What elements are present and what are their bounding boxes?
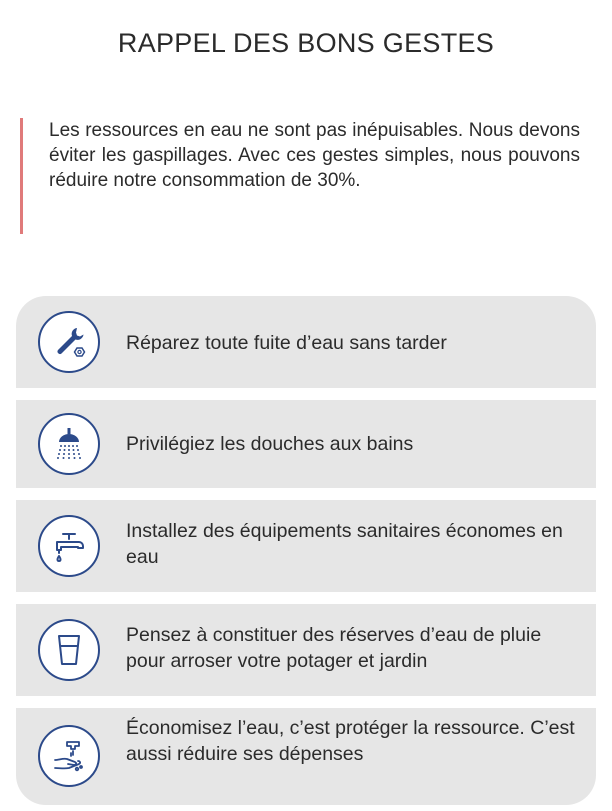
tip-card-equipment [16, 500, 596, 592]
tip-text: Réparez toute fuite d’eau sans tarder [126, 332, 447, 354]
tip-card-repair-leaks [16, 296, 596, 388]
tip-text: Pensez à constituer des réserves d’eau de pluie pour arroser votre potager et jardin [126, 624, 542, 672]
tip-text: Installez des équipements sanitaires économes en eau [126, 520, 563, 568]
faucet-icon [38, 515, 100, 577]
hand-washing-icon [38, 725, 100, 787]
tip-card-showers [16, 400, 596, 488]
tip-card-rainwater [16, 604, 596, 696]
intro-text: Les ressources en eau ne sont pas inépuisables. Nous devons éviter les gaspillages. Avec ces gestes simples, nous pouvons réduire notre consommation de 30%. [49, 120, 580, 191]
tip-text: Privilégiez les douches aux bains [126, 433, 414, 455]
page-title: RAPPEL DES BONS GESTES [117, 28, 495, 58]
shower-icon [38, 413, 100, 475]
wrench-icon [38, 311, 100, 373]
glass-icon [38, 619, 100, 681]
tip-text: Économisez l’eau, c’est protéger la ressource. C’est aussi réduire ses dépenses [126, 717, 575, 765]
tip-card-save-water [16, 708, 596, 805]
intro-block [20, 118, 580, 234]
